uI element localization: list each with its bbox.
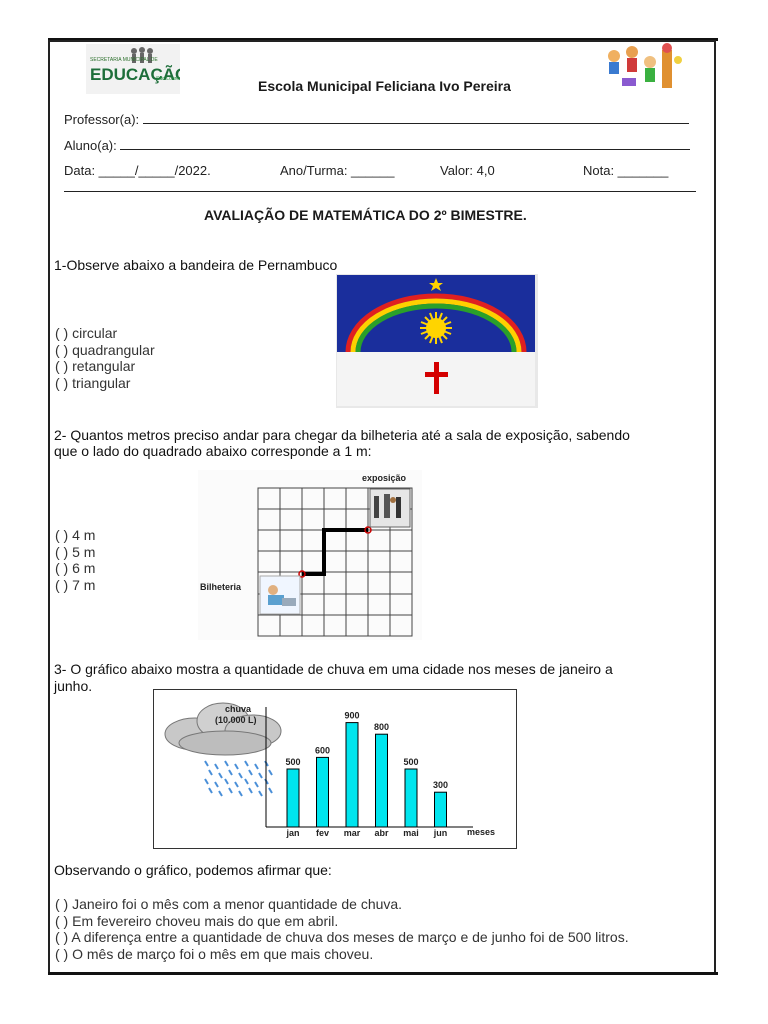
kids-clipart-image (604, 42, 684, 92)
aluno-line (120, 138, 690, 150)
bar-mai (405, 769, 417, 827)
data-field[interactable]: Data: _____/_____/2022. (64, 163, 211, 178)
bar-value-label: 500 (403, 757, 419, 767)
aluno-field[interactable] (64, 138, 690, 153)
q2-option-4[interactable]: ( ) 7 m (55, 576, 96, 593)
q1-option-3[interactable]: ( ) retangular (55, 358, 136, 374)
y-axis-label-line2: (10.000 L) (215, 715, 257, 725)
q3-text-line2: junho. (54, 678, 93, 694)
q1-option-1[interactable]: ( ) circular (55, 325, 118, 341)
professor-line (143, 112, 689, 124)
professor-field[interactable] (64, 112, 689, 127)
logo-top-text: SECRETARIA MUNICIPAL DE (90, 57, 158, 63)
q1-option-2[interactable]: ( ) quadrangular (55, 341, 155, 358)
q2-option-1[interactable]: ( ) 4 m (55, 527, 96, 543)
bar-abr (376, 734, 388, 827)
header-divider (64, 191, 696, 192)
education-logo (86, 44, 180, 94)
bar-value-label: 500 (285, 757, 301, 767)
turma-field[interactable]: Ano/Turma: ______ (280, 163, 395, 178)
bar-jan (287, 769, 299, 827)
logo-side-text: São Loure (156, 76, 180, 82)
q2-text-line2: que o lado do quadrado abaixo corresponde a 1 m: (54, 443, 372, 459)
x-tick-label: jan (286, 828, 300, 838)
q2-option-2[interactable]: ( ) 5 m (55, 543, 96, 560)
bar-fev (317, 757, 329, 827)
pernambuco-flag (336, 274, 538, 413)
bilheteria-image (260, 576, 300, 614)
q3-option-2[interactable]: ( ) Em fevereiro choveu mais do que em abril. (55, 912, 339, 929)
bar-value-label: 300 (432, 780, 449, 791)
q3-option-1[interactable]: ( ) Janeiro foi o mês com a menor quantidade de chuva. (55, 896, 403, 912)
x-axis-label: meses (467, 827, 496, 837)
q1-options (55, 325, 155, 391)
bar-jun (435, 792, 447, 827)
x-tick-label: mai (403, 828, 419, 838)
q3-observe: Observando o gráfico, podemos afirmar que: (54, 862, 332, 878)
q3-text-line1: 3- O gráfico abaixo mostra a quantidade de chuva em uma cidade nos meses de janeiro a (54, 661, 613, 677)
x-tick-label: mar (343, 828, 361, 838)
grid-figure (198, 470, 422, 645)
q3-option-3[interactable]: ( ) A diferença entre a quantidade de chuva dos meses de março e de junho foi de 500 litros. (55, 929, 629, 945)
aluno-label: Aluno(a): (64, 138, 117, 153)
x-tick-label: fev (315, 828, 330, 838)
professor-label: Professor(a): (64, 112, 140, 127)
x-tick-label: abr (374, 828, 389, 838)
bottom-border (48, 972, 718, 975)
exam-title: AVALIAÇÃO DE MATEMÁTICA DO 2º BIMESTRE. (204, 207, 527, 223)
q3-option-4[interactable]: ( ) O mês de março foi o mês em que mais choveu. (55, 945, 374, 962)
bar-value-label: 600 (314, 745, 331, 756)
q2-option-3[interactable]: ( ) 6 m (55, 560, 96, 576)
bilheteria-label: Bilheteria (200, 582, 242, 592)
logo-main-text: EDUCAÇÃO (90, 65, 180, 84)
bar-mar (346, 723, 358, 827)
school-name: Escola Municipal Feliciana Ivo Pereira (258, 78, 511, 94)
valor-text: Valor: 4,0 (440, 163, 495, 178)
y-axis-label-line1: chuva (225, 704, 252, 714)
bar-value-label: 800 (373, 722, 390, 733)
nota-field[interactable]: Nota: _______ (583, 163, 669, 178)
q3-options (55, 896, 629, 962)
exposicao-image (370, 489, 410, 527)
rain-chart (153, 689, 517, 854)
q2-text-line1: 2- Quantos metros preciso andar para chegar da bilheteria até a sala de exposição, sabendo (54, 427, 630, 443)
q2-options (55, 527, 95, 593)
q1-text: 1-Observe abaixo a bandeira de Pernambuco (54, 257, 338, 273)
x-tick-label: jun (433, 828, 448, 838)
bar-value-label: 900 (344, 710, 360, 721)
exposicao-label: exposição (362, 473, 407, 483)
q1-option-4[interactable]: ( ) triangular (55, 374, 131, 391)
